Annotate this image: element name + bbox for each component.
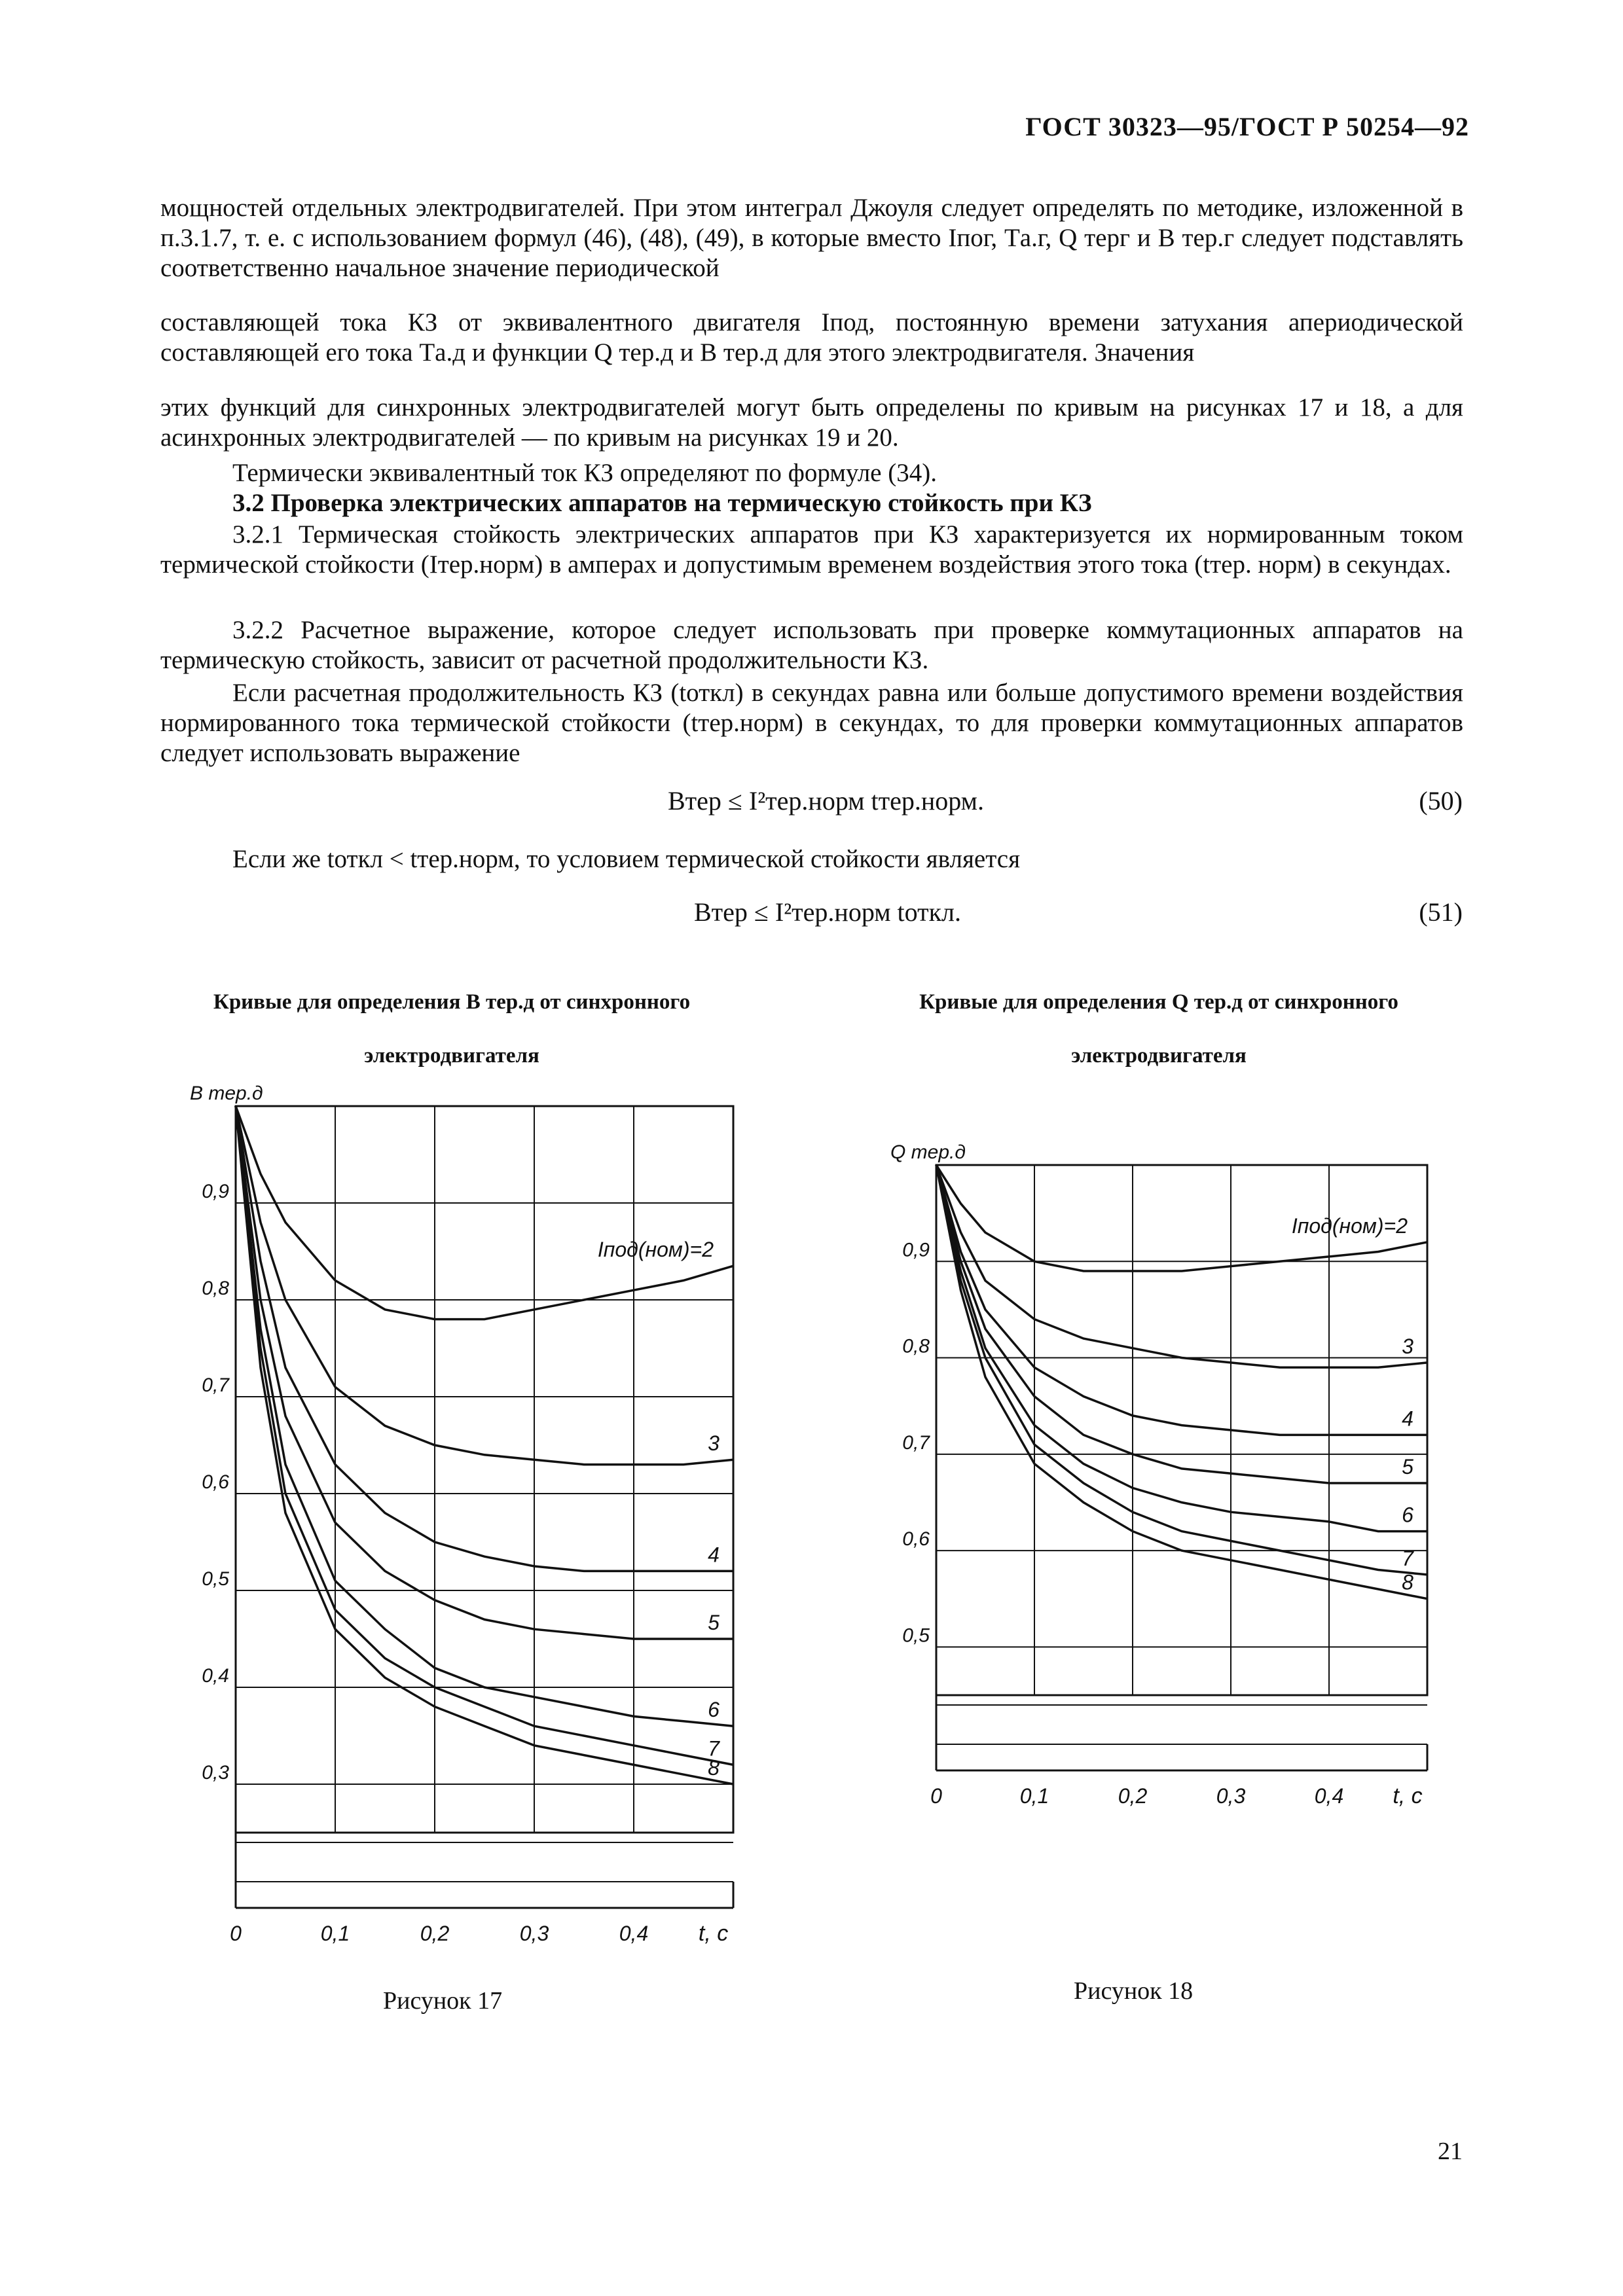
figure18-caption: Рисунок 18 xyxy=(1074,1977,1194,2005)
curve-label: 8 xyxy=(708,1756,720,1780)
y-tick-label: 0,9 xyxy=(202,1181,229,1202)
paragraph-6: 3.2.2 Расчетное выражение, которое следует использовать при проверке коммутационных аппаратов на термическую стойкость, зависит от расчетной продолжительности КЗ. xyxy=(160,616,1463,674)
curve-4 xyxy=(236,1106,733,1639)
figure18-chart xyxy=(845,1132,1473,1839)
x-tick-label: 0,2 xyxy=(1118,1784,1148,1808)
equation-50-number: (50) xyxy=(1419,786,1463,816)
y-tick-label: 0,3 xyxy=(202,1762,229,1784)
curve-label: 8 xyxy=(1402,1570,1413,1594)
curve-label: 4 xyxy=(708,1543,720,1567)
figure17-labels xyxy=(190,1083,728,1946)
x-axis-label: t, c xyxy=(698,1921,729,1946)
curve-1 xyxy=(236,1106,733,1319)
equation-51: Bтер ≤ I²тер.норм tоткл. xyxy=(694,897,961,927)
figure17-title-line2: электродвигателя xyxy=(364,1044,539,1067)
equation-50: Bтер ≤ I²тер.норм tтер.норм. xyxy=(668,786,984,816)
x-tick-label: 0,3 xyxy=(519,1922,549,1945)
x-tick-label: 0,4 xyxy=(619,1922,649,1945)
figure17-title-line1: Кривые для определения B тер.д от синхронного xyxy=(213,990,691,1014)
figure17-caption: Рисунок 17 xyxy=(383,1987,503,2015)
curve-label: 6 xyxy=(708,1698,720,1722)
page-number: 21 xyxy=(1438,2138,1463,2165)
curve-label: 6 xyxy=(1402,1503,1413,1527)
curve-label: 3 xyxy=(1402,1334,1413,1358)
x-tick-label: 0,1 xyxy=(1019,1784,1049,1808)
curve-6 xyxy=(236,1106,733,1765)
figure18-labels xyxy=(890,1141,1423,1808)
figure17-curves xyxy=(236,1106,733,1784)
paragraph-7: Если расчетная продолжительность КЗ (tоткл) в секундах равна или больше допустимого времени воздействия нормированного тока термической стойкости (tтер.норм) в секундах, то для проверки коммутационных аппаратов следует использовать выражение xyxy=(160,679,1463,767)
figure17-title xyxy=(151,975,753,1083)
y-tick-label: 0,5 xyxy=(902,1624,930,1647)
x-tick-label: 0 xyxy=(930,1784,942,1808)
curve-7 xyxy=(236,1106,733,1784)
curve-label: Iпод(ном)=2 xyxy=(597,1238,714,1262)
curve-label: 5 xyxy=(708,1611,720,1634)
figure17-chart xyxy=(157,1080,786,1977)
y-axis-label: Q тер.д xyxy=(890,1141,966,1163)
figure18-title-line1: Кривые для определения Q тер.д от синхронного xyxy=(919,990,1398,1014)
y-tick-label: 0,8 xyxy=(902,1335,930,1357)
curve-label: 4 xyxy=(1402,1407,1413,1431)
equation-51-number: (51) xyxy=(1419,897,1463,927)
y-tick-label: 0,6 xyxy=(202,1471,229,1493)
document-header: ГОСТ 30323—95/ГОСТ Р 50254—92 xyxy=(1025,112,1469,141)
paragraph-8: Если же tоткл < tтер.норм, то условием термической стойкости является xyxy=(232,845,1021,873)
x-tick-label: 0,2 xyxy=(420,1922,450,1945)
x-tick-label: 0,1 xyxy=(320,1922,350,1945)
paragraph-3: этих функций для синхронных электродвигателей могут быть определены по кривым на рисунках 17 и 18, а для асинхронных электродвигателей — по кривым на рисунках 19 и 20. xyxy=(160,393,1463,452)
curve-label: 3 xyxy=(708,1431,720,1456)
figure18-title xyxy=(845,975,1473,1083)
paragraph-4: Термически эквивалентный ток КЗ определяют по формуле (34). xyxy=(232,459,937,487)
x-tick-label: 0 xyxy=(230,1922,242,1945)
x-tick-label: 0,3 xyxy=(1216,1784,1246,1808)
x-axis-label: t, c xyxy=(1393,1784,1423,1808)
paragraph-2: составляющей тока КЗ от эквивалентного двигателя Iпод, постоянную времени затухания апериодической составляющей его тока Tа.д и функции Q тер.д и B тер.д для этого электродвигателя. Значения xyxy=(160,308,1463,367)
curve-label: 5 xyxy=(1402,1455,1413,1479)
curve-label: 7 xyxy=(1402,1546,1413,1570)
figure17-grid xyxy=(236,1106,733,1908)
paragraph-1: мощностей отдельных электродвигателей. При этом интеграл Джоуля следует определять по методике, изложенной в п.3.1.7, т. е. с использованием формул (46), (48), (49), в которые вместо I​пог, T​а.г, Q терг и B тер.г следует подставлять соответственно начальное значение периодической xyxy=(160,194,1463,282)
figure18-title-line2: электродвигателя xyxy=(1071,1044,1247,1067)
curve-label: Iпод(ном)=2 xyxy=(1291,1213,1408,1238)
curve-label: 7 xyxy=(708,1736,720,1761)
y-tick-label: 0,8 xyxy=(202,1278,229,1299)
paragraph-5: 3.2.1 Термическая стойкость электрических аппаратов при КЗ характеризуется их нормированным током термической стойкости (Iтер.норм) в амперах и допустимым временем воздействия этого тока (tтер. норм) в секундах. xyxy=(160,520,1463,579)
plot-frame xyxy=(936,1165,1427,1695)
y-tick-label: 0,7 xyxy=(902,1431,930,1454)
x-tick-label: 0,4 xyxy=(1314,1784,1344,1808)
y-tick-label: 0,5 xyxy=(202,1568,229,1590)
y-tick-label: 0,4 xyxy=(202,1665,229,1687)
curve-3 xyxy=(236,1106,733,1571)
y-axis-label: B тер.д xyxy=(190,1083,263,1104)
section-heading: 3.2 Проверка электрических аппаратов на термическую стойкость при КЗ xyxy=(232,489,1092,517)
y-tick-label: 0,7 xyxy=(202,1374,229,1396)
y-tick-label: 0,9 xyxy=(902,1239,930,1261)
y-tick-label: 0,6 xyxy=(902,1528,930,1551)
